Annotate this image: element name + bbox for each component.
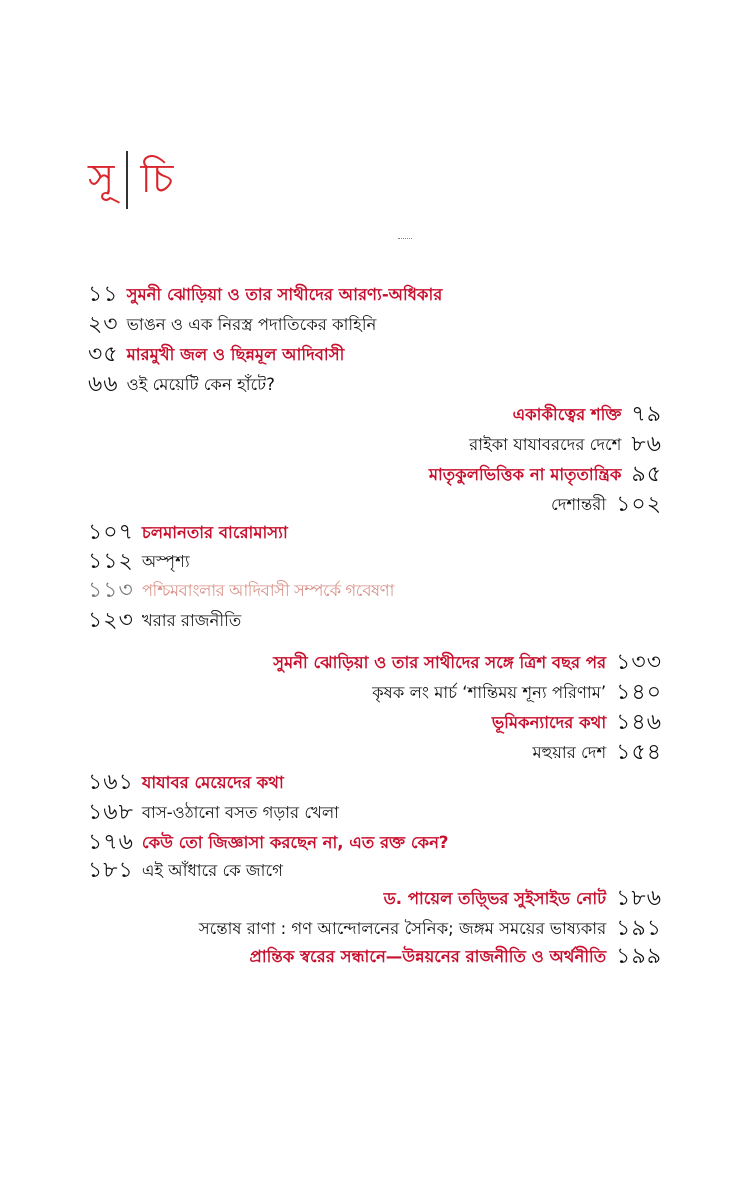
toc-entry [273, 648, 662, 678]
toc-page-number: ১৫৪ [616, 740, 662, 765]
toc-entry [551, 490, 662, 520]
toc-chapter-title: মাতৃকুলভিত্তিক না মাতৃতান্ত্রিক [428, 465, 622, 484]
page-title [88, 150, 173, 210]
toc-entry [492, 708, 662, 738]
toc-chapter-title: পশ্চিমবাংলার আদিবাসী সম্পর্কে গবেষণা [141, 581, 394, 600]
toc-page-number: ১১৩ [88, 578, 134, 603]
toc-chapter-title: কেউ তো জিজ্ঞাসা করছেন না, এত রক্ত কেন? [141, 833, 449, 852]
toc-chapter-title: সুমনী ঝোড়িয়া ও তার সাথীদের সঙ্গে ত্রিশ বছর পর [273, 653, 607, 672]
toc-chapter-title: যাযাবর মেয়েদের কথা [141, 773, 284, 792]
toc-entry [88, 280, 442, 310]
toc-page-number: ১০৭ [88, 520, 134, 545]
toc-chapter-title: সন্তোষ রাণা : গণ আন্দোলনের সৈনিক; জঙ্গম সময়ের ভাষ্যকার [198, 919, 607, 938]
toc-chapter-title: ওই মেয়েটি কেন হাঁটে? [126, 375, 275, 394]
toc-entry [88, 828, 449, 858]
toc-page-number: ৭৯ [631, 402, 662, 427]
toc-entry [88, 340, 344, 370]
toc-page-number: ১১ [88, 282, 119, 307]
toc-page-number: ১৮১ [88, 858, 134, 883]
toc-chapter-title: ড. পায়েল তড়্ভির সুইসাইড নোট [383, 889, 607, 908]
toc-entry [88, 576, 394, 606]
toc-entry [250, 942, 662, 972]
toc-page-number: ১৭৬ [88, 830, 134, 855]
toc-entry [88, 768, 284, 798]
toc-page-number: ২৩ [88, 312, 119, 337]
toc-page-number: ১৯১ [616, 916, 662, 941]
title-divider [126, 151, 128, 209]
toc-entry [384, 884, 662, 914]
title-left: সূ [88, 155, 115, 202]
toc-page-number: ১৬১ [88, 770, 134, 795]
toc-chapter-title: অস্পৃশ্য [141, 552, 190, 571]
toc-chapter-title: মহুয়ার দেশ [532, 743, 607, 762]
toc-entry [88, 518, 288, 548]
toc-page-number: ১৬৮ [88, 800, 134, 825]
toc-entry [372, 678, 662, 708]
toc-chapter-title: ভূমিকন্যাদের কথা [491, 713, 607, 732]
toc-chapter-title: মারমুখী জল ও ছিন্নমূল আদিবাসী [126, 345, 345, 364]
toc-chapter-title: চলমানতার বারোমাস্যা [141, 523, 288, 542]
toc-page-number: ১২৩ [88, 608, 134, 633]
toc-entry [88, 798, 339, 828]
print-speck [398, 238, 412, 243]
toc-chapter-title: কৃষক লং মার্চ ‘শান্তিময় শূন্য পরিণাম’ [372, 683, 607, 702]
toc-page-number: ১৮৬ [616, 886, 662, 911]
toc-page-number: ১০২ [616, 492, 662, 517]
toc-chapter-title: প্রান্তিক স্বরের সন্ধানে—উন্নয়নের রাজনীতি ও অর্থনীতি [249, 947, 607, 966]
toc-chapter-title: রাইকা যাযাবরদের দেশে [469, 435, 622, 454]
toc-chapter-title: এই আঁধারে কে জাগে [141, 861, 283, 880]
toc-entry [88, 856, 283, 886]
toc-page-number: ১৩৩ [616, 650, 662, 675]
toc-entry [199, 914, 662, 944]
toc-page-number: ১৪০ [616, 680, 662, 705]
toc-entry [513, 400, 662, 430]
toc-page-number: ১৯৯ [616, 944, 662, 969]
toc-chapter-title: বাস-ওঠানো বসত গড়ার খেলা [141, 803, 339, 822]
toc-entry [429, 460, 662, 490]
toc-chapter-title: খরার রাজনীতি [141, 611, 242, 630]
toc-page-number: ৩৫ [88, 342, 119, 367]
toc-page-number: ৯৫ [631, 462, 662, 487]
toc-page-number: ১৪৬ [616, 710, 662, 735]
toc-entry [533, 738, 662, 768]
toc-entry [88, 547, 190, 577]
toc-page-number: ১১২ [88, 549, 134, 574]
toc-entry [88, 310, 376, 340]
toc-chapter-title: ভাঙন ও এক নিরস্ত্র পদাতিকের কাহিনি [126, 315, 377, 334]
title-right: চি [140, 155, 174, 202]
toc-page-number: ৬৬ [88, 372, 119, 397]
toc-chapter-title: সুমনী ঝোড়িয়া ও তার সাথীদের আরণ্য-অধিকার [126, 285, 443, 304]
toc-entry [88, 370, 275, 400]
toc-chapter-title: দেশান্তরী [551, 495, 607, 514]
toc-page-number: ৮৬ [631, 432, 662, 457]
toc-entry [469, 430, 662, 460]
toc-entry [88, 606, 241, 636]
toc-chapter-title: একাকীত্বের শক্তি [512, 405, 622, 424]
